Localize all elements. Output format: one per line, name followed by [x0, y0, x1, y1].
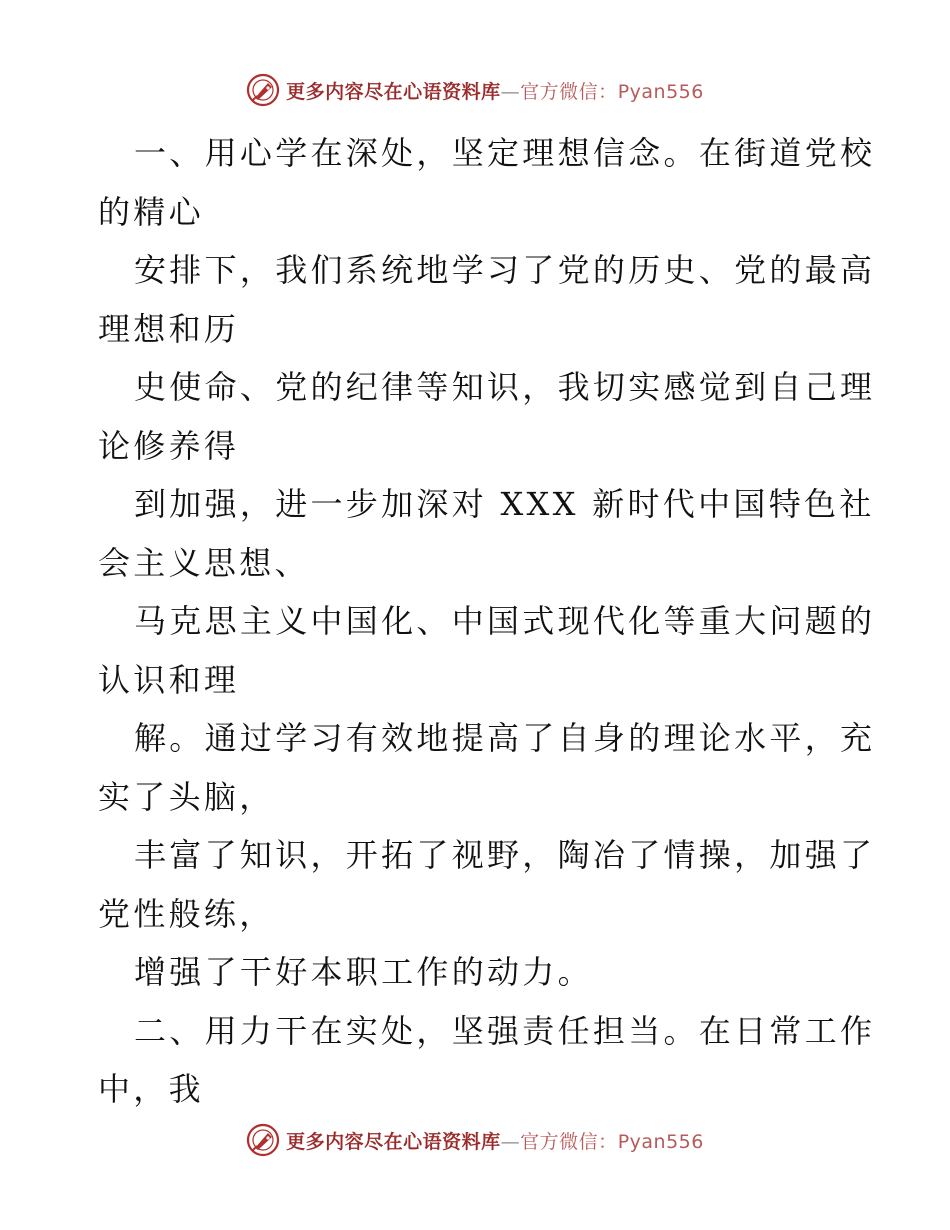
- text-line: 二、用力干在实处，坚强责任担当。在日常工作: [134, 1011, 876, 1050]
- text-line: 会主义思想、: [98, 543, 310, 582]
- header-wechat-label: 官方微信：: [520, 80, 618, 103]
- text-line: 马克思主义中国化、中国式现代化等重大问题的: [134, 602, 876, 640]
- footer-banner: [0, 1120, 950, 1160]
- pen-nib-logo-icon: [246, 1123, 280, 1157]
- text-line: 实了头脑，: [98, 777, 275, 816]
- document-body: [98, 124, 876, 1119]
- text-line: 论修养得: [98, 426, 240, 465]
- text-line: 到加强，进一步加深对 XXX 新时代中国特色社: [134, 485, 875, 523]
- header-site-name: 更多内容尽在心语资料库: [286, 80, 501, 103]
- text-line: 解。通过学习有效地提高了自身的理论水平，充: [134, 719, 876, 757]
- text-line: 史使命、党的纪律等知识，我切实感觉到自己理: [134, 368, 876, 406]
- text-line: 理想和历: [98, 309, 240, 348]
- footer-wechat-label: 官方微信：: [520, 1130, 618, 1153]
- header-wechat-account: Pyan556: [617, 80, 704, 103]
- text-line: 一、用心学在深处，坚定理想信念。在街道党校: [134, 134, 876, 172]
- text-line: 的精心: [98, 192, 204, 231]
- text-line: 增强了干好本职工作的动力。: [134, 953, 593, 991]
- footer-site-name: 更多内容尽在心语资料库: [286, 1130, 501, 1153]
- text-line: 党性般练，: [98, 894, 275, 933]
- header-banner: [0, 70, 950, 110]
- footer-banner-text: [286, 1127, 704, 1154]
- text-line: 安排下，我们系统地学习了党的历史、党的最高: [134, 251, 876, 289]
- header-banner-text: [286, 77, 704, 104]
- text-line: 丰富了知识，开拓了视野，陶冶了情操，加强了: [134, 836, 876, 874]
- text-line: 中，我: [98, 1070, 204, 1108]
- pen-nib-logo-icon: [246, 73, 280, 107]
- footer-separator: —: [500, 1130, 521, 1153]
- footer-wechat-account: Pyan556: [617, 1130, 704, 1153]
- text-line: 认识和理: [98, 660, 240, 699]
- header-separator: —: [500, 80, 521, 103]
